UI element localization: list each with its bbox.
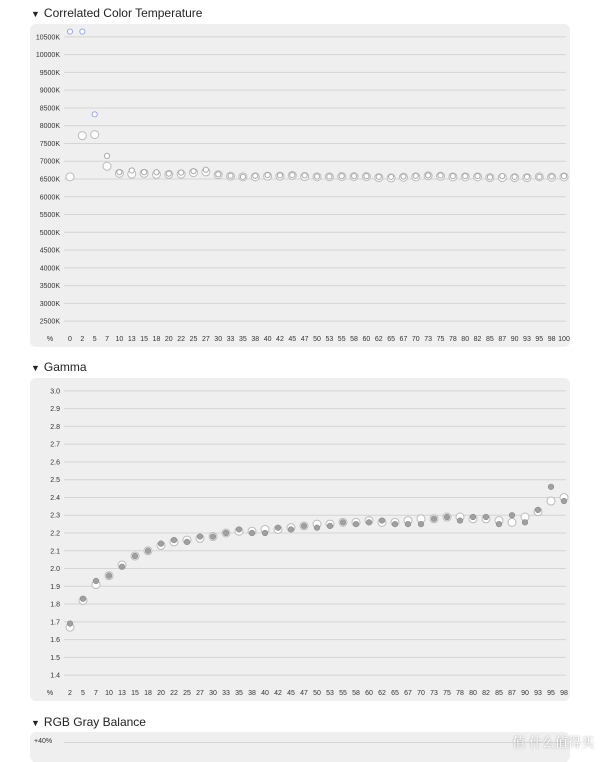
gamma-point [132,553,138,559]
rgb-section-title[interactable] [31,715,146,729]
cct-section-title[interactable] [31,6,202,20]
gamma-xtick-label: 30 [209,690,217,697]
cct-point [142,170,147,175]
cct-xtick-label: 15 [140,336,148,343]
gamma-point [106,573,112,579]
gamma-point [457,518,463,524]
cct-point [104,153,109,158]
gamma-xtick-label: 58 [352,690,360,697]
cct-xtick-label: 55 [337,336,346,343]
gamma-point [483,514,489,520]
cct-point [240,174,245,179]
gamma-xtick-label: 10 [105,690,113,697]
watermark: 值 什么值得买 [512,735,594,750]
cct-xtick-label: 87 [498,336,507,343]
gamma-point [210,534,216,540]
cct-point [438,173,443,178]
cct-xtick-label: 42 [276,336,284,343]
cct-point [500,174,505,179]
gamma-ytick-label: 2.7 [50,441,60,449]
cct-ytick-label: 9500K [39,69,60,77]
gamma-point [509,512,515,518]
gamma-xtick-label: 38 [248,690,256,697]
gamma-xtick-label: 2 [68,690,72,697]
cct-xtick-label: 13 [127,336,136,343]
cct-xtick-label: 65 [387,336,395,343]
cct-point [277,173,282,178]
cct-xtick-label: 60 [362,336,371,343]
cct-point [103,162,111,170]
gamma-point [184,539,190,545]
cct-xtick-label: 45 [288,336,297,343]
cct-point [413,173,418,178]
gamma-ytick-label: 2.9 [50,406,60,414]
cct-point [314,174,319,179]
gamma-xtick-label: 50 [313,690,321,697]
gamma-ytick-label: 2.5 [50,477,60,485]
rgb-chart-panel [30,732,570,762]
gamma-point [379,518,385,524]
cct-xtick-label: 40 [263,336,272,343]
gamma-xtick-label: 42 [274,690,282,697]
cct-xtick-label: 0 [68,336,72,343]
gamma-ytick-label: 2.8 [50,423,60,431]
cct-ytick-label: 4500K [39,247,60,255]
cct-point [179,170,184,175]
gamma-xtick-label: 70 [417,690,425,697]
gamma-xtick-label: 80 [469,690,477,697]
cct-ytick-label: 7500K [39,140,60,148]
cct-xtick-label: 2 [80,336,85,343]
cct-xtick-label: 35 [239,336,247,343]
cct-point [364,174,369,179]
gamma-xtick-label: 53 [326,690,334,697]
cct-ytick-label: 10000K [35,52,60,60]
cct-xtick-label: 62 [374,336,383,343]
cct-point [524,174,529,179]
cct-point [351,174,356,179]
cct-point [401,174,406,179]
cct-xtick-label: 82 [473,336,482,343]
cct-xtick-label: 67 [399,336,408,343]
gamma-point [418,521,424,527]
gamma-point [288,527,294,533]
cct-title-text: Correlated Color Temperature [43,6,203,20]
cct-point [450,174,455,179]
gamma-xtick-label: 95 [547,690,555,697]
cct-point [129,168,134,173]
cct-xtick-label: 25 [189,336,198,343]
gamma-xtick-label: 87 [508,690,516,697]
gamma-point [470,514,476,520]
collapse-triangle-icon[interactable]: ▼ [31,718,40,728]
gamma-point [561,498,567,504]
gamma-xtick-label: 55 [339,690,347,697]
cct-xtick-label: 22 [177,336,186,343]
gamma-xtick-label: 82 [482,690,490,697]
gamma-title-text: Gamma [43,360,87,374]
gamma-ytick-label: 1.8 [50,601,60,609]
cct-point [339,174,344,179]
gamma-xaxis-unit-label: % [46,690,54,697]
gamma-xtick-label: 5 [81,690,85,697]
gamma-point [548,484,554,490]
cct-ytick-label: 9000K [39,87,60,95]
cct-point [463,174,468,179]
gamma-xtick-label: 22 [170,690,178,697]
gamma-ytick-label: 3.0 [50,388,60,396]
gamma-point [314,525,320,531]
cct-ytick-label: 5000K [39,229,60,237]
cct-point [92,112,97,117]
gamma-point [67,621,73,627]
cct-xtick-label: 75 [436,336,445,343]
gamma-xtick-label: 62 [378,690,386,697]
gamma-xtick-label: 40 [261,690,269,697]
cct-ytick-label: 6000K [39,194,60,202]
gamma-xtick-label: 60 [365,690,373,697]
gamma-xtick-label: 18 [144,690,152,697]
gamma-xtick-label: 45 [287,690,295,697]
gamma-xtick-label: 33 [222,690,230,697]
gamma-point [93,578,99,584]
cct-point [302,173,307,178]
gamma-point [353,521,359,527]
cct-ytick-label: 8000K [39,123,60,131]
cct-point [78,132,86,140]
gamma-xtick-label: 98 [560,690,568,697]
gamma-point [327,523,333,529]
gamma-point [80,596,86,602]
gamma-ytick-label: 2.3 [50,512,60,520]
cct-xtick-label: 50 [313,336,321,343]
rgb-first-tick-label: +40% [34,738,53,745]
cct-xtick-label: 95 [535,336,544,343]
gamma-ytick-label: 1.4 [50,672,60,680]
gamma-xtick-label: 7 [94,690,98,697]
cct-xtick-label: 20 [164,336,173,343]
cct-point [191,169,196,174]
cct-point [216,172,221,177]
gamma-ytick-label: 2.2 [50,530,60,538]
gamma-point [405,521,411,527]
cct-xtick-label: 73 [424,336,433,343]
gamma-xtick-label: 47 [300,690,308,697]
gamma-xtick-label: 75 [443,690,451,697]
cct-xtick-label: 78 [448,336,457,343]
gamma-point [522,520,528,526]
gamma-xtick-label: 67 [404,690,412,697]
gamma-xtick-label: 27 [196,690,204,697]
cct-xtick-label: 58 [350,336,358,343]
gamma-point [547,497,555,505]
gamma-ytick-label: 1.5 [50,654,60,662]
gamma-ytick-label: 2.1 [50,548,60,556]
cct-point [327,174,332,179]
cct-ytick-label: 3000K [39,300,60,308]
cct-xtick-label: 93 [523,336,531,343]
collapse-triangle-icon[interactable]: ▼ [31,9,40,19]
cct-point [376,174,381,179]
cct-xtick-label: 85 [486,336,494,343]
gamma-point [197,534,203,540]
cct-point [154,170,159,175]
cct-xtick-label: 30 [214,336,223,343]
gamma-ytick-label: 2.4 [50,494,60,502]
gamma-ytick-label: 2.6 [50,459,60,467]
gamma-xtick-label: 35 [235,690,243,697]
gamma-xtick-label: 20 [157,690,165,697]
cct-point [228,173,233,178]
cct-ytick-label: 5500K [39,212,60,220]
gamma-point [223,530,229,536]
gamma-xtick-label: 73 [430,690,438,697]
gamma-point [535,507,541,513]
gamma-xtick-label: 13 [118,690,126,697]
cct-point [549,174,554,179]
cct-xtick-label: 7 [105,336,110,343]
cct-point [253,173,258,178]
cct-xtick-label: 80 [461,336,470,343]
cct-ytick-label: 10500K [35,34,60,42]
gamma-chart-panel [30,378,570,701]
gamma-point [392,521,398,527]
cct-point [117,170,122,175]
gamma-point [508,518,516,526]
gamma-point [236,527,242,533]
gamma-point [249,530,255,536]
cct-chart [30,24,570,347]
cct-xtick-label: 33 [226,336,235,343]
cct-ytick-label: 8500K [39,105,60,113]
cct-chart-panel [30,24,570,347]
cct-point [203,167,208,172]
cct-point [512,174,517,179]
cct-xtick-label: 10 [115,336,124,343]
cct-xtick-label: 70 [411,336,420,343]
gamma-point [158,541,164,547]
rgb-gridline [64,742,566,743]
cct-ytick-label: 6500K [39,176,60,184]
gamma-ytick-label: 1.7 [50,619,60,627]
cct-point [290,172,295,177]
cct-point [426,173,431,178]
gamma-xtick-label: 85 [495,690,503,697]
cct-xtick-label: 90 [510,336,519,343]
cct-point [389,174,394,179]
gamma-xtick-label: 65 [391,690,399,697]
gamma-chart [30,378,570,701]
gamma-point [275,525,281,531]
cct-point [66,173,74,181]
gamma-point [145,548,151,554]
cct-point [67,29,72,34]
cct-xtick-label: 27 [201,336,210,343]
gamma-point [340,520,346,526]
cct-point [561,174,566,179]
gamma-point [301,523,307,529]
cct-xaxis-unit-label: % [46,336,54,343]
cct-point [265,172,270,177]
gamma-point [431,516,437,522]
gamma-point [119,564,125,570]
cct-point [487,175,492,180]
gamma-point [366,520,372,526]
gamma-xtick-label: 15 [131,690,139,697]
gamma-xtick-label: 78 [456,690,464,697]
gamma-xtick-label: 25 [183,690,191,697]
cct-ytick-label: 4000K [39,265,60,273]
gamma-ytick-label: 1.9 [50,583,60,591]
gamma-ytick-label: 1.6 [50,637,60,645]
gamma-point [496,521,502,527]
cct-xtick-label: 53 [325,336,334,343]
gamma-section-title[interactable] [31,360,87,374]
cct-point [166,171,171,176]
cct-xtick-label: 100 [558,336,570,343]
cct-xtick-label: 98 [547,336,556,343]
cct-point [537,174,542,179]
cct-point [91,131,99,139]
cct-ytick-label: 3500K [39,283,60,291]
cct-ytick-label: 2500K [39,318,60,326]
gamma-point [262,530,268,536]
gamma-xtick-label: 93 [534,690,542,697]
gamma-point [171,537,177,543]
cct-ytick-label: 7000K [39,158,60,166]
gamma-ytick-label: 2.0 [50,566,60,574]
gamma-point [444,514,450,520]
cct-point [475,174,480,179]
collapse-triangle-icon[interactable]: ▼ [31,363,40,373]
cct-xtick-label: 47 [300,336,309,343]
cct-xtick-label: 18 [152,336,161,343]
cct-xtick-label: 38 [251,336,260,343]
cct-point [80,29,85,34]
gamma-xtick-label: 90 [521,690,529,697]
rgb-title-text: RGB Gray Balance [43,715,146,729]
cct-xtick-label: 5 [92,336,97,343]
